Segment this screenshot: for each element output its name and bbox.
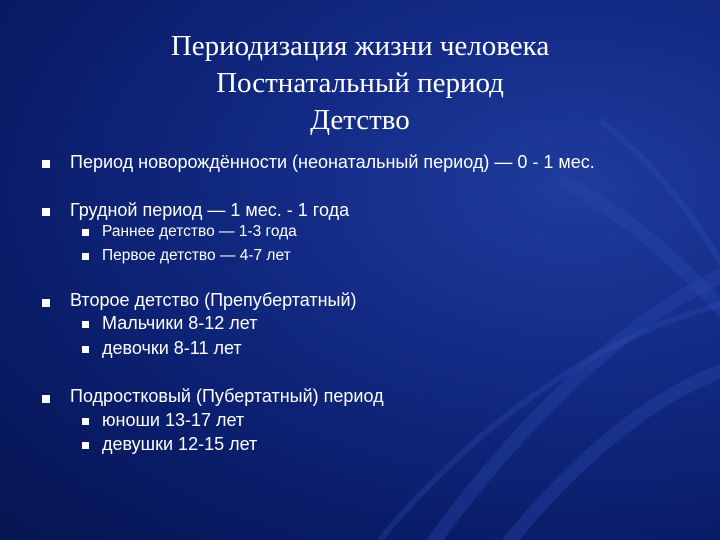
bullet-square-icon bbox=[42, 395, 50, 403]
sub-bullet-square-icon bbox=[82, 346, 89, 353]
sub-bullet-square-icon bbox=[82, 229, 89, 236]
sub-bullet-text: девочки 8-11 лет bbox=[102, 338, 242, 358]
bullet-text-2: Грудной период — 1 мес. - 1 года bbox=[70, 200, 350, 220]
sub-bullet-square-icon bbox=[82, 321, 89, 328]
sub-bullet-text: юноши 13-17 лет bbox=[102, 410, 245, 430]
sub-bullet-text: Мальчики 8-12 лет bbox=[102, 313, 258, 333]
bullet-square-icon bbox=[42, 160, 50, 168]
sub-bullet-square-icon bbox=[82, 442, 89, 449]
title-line-2: Постнатальный период bbox=[216, 67, 504, 99]
bullet-text-4: Подростковый (Пубертатный) период bbox=[70, 386, 384, 406]
sub-bullet-text: Первое детство — 4-7 лет bbox=[102, 247, 291, 264]
bullet-text-1: Период новорождённости (неонатальный период) — 0 - 1 мес. bbox=[70, 152, 595, 172]
sub-bullet-text: девушки 12-15 лет bbox=[102, 434, 258, 454]
title-line-3: Детство bbox=[310, 104, 410, 136]
bullet-square-icon bbox=[42, 208, 50, 216]
bullet-text-3: Второе детство (Препубертатный) bbox=[70, 290, 357, 310]
sub-bullet-text: Раннее детство — 1-3 года bbox=[102, 223, 297, 240]
bullet-square-icon bbox=[42, 299, 50, 307]
sub-bullet-square-icon bbox=[82, 418, 89, 425]
sub-bullet-square-icon bbox=[82, 253, 89, 260]
title-line-1: Периодизация жизни человека bbox=[170, 30, 550, 62]
